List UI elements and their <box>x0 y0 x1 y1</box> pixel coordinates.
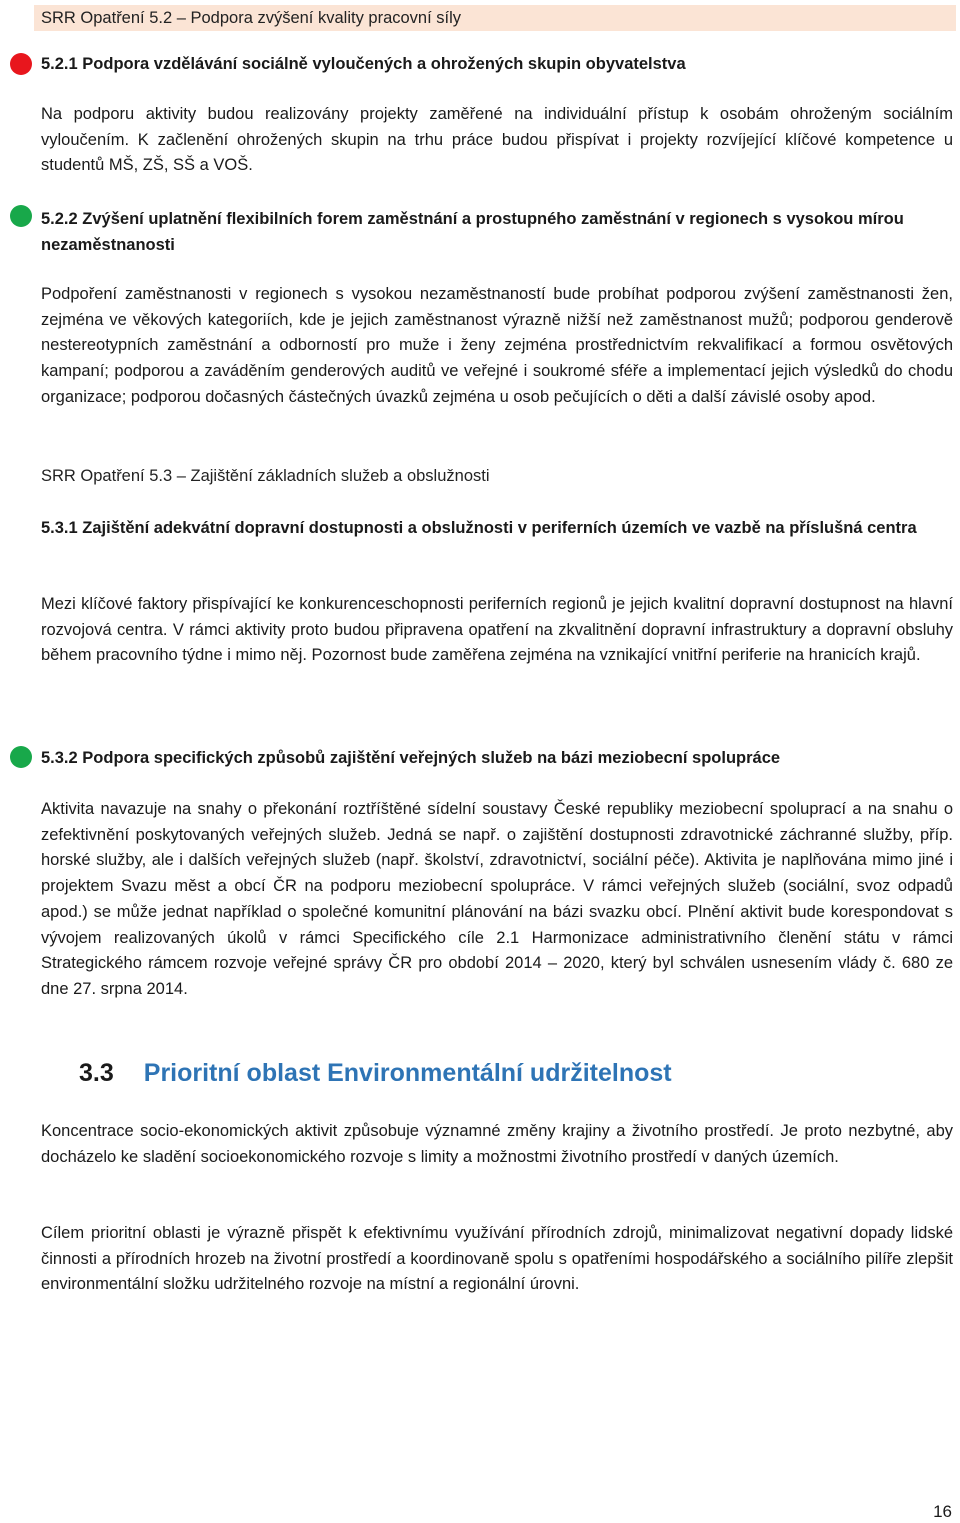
section-heading <box>79 1057 672 1089</box>
status-green-dot-icon <box>10 205 32 227</box>
paragraph-3-3-b: Cílem prioritní oblasti je výrazně přispět k efektivnímu využívání přírodních zdrojů, minimalizovat negativní dopady lidské činnosti a přírodních hrozeb na životní prostředí a koordinovaně spolu s opatřeními hospodářského a sociálního pilíře zlepšit environmentální složku udržitelného rozvoje na místní a regionální úrovni. <box>41 1224 953 1294</box>
heading-5-3-1: 5.3.1 Zajištění adekvátní dopravní dostupnosti a obslužnosti v periferních územích ve vazbě na příslušná centra <box>41 519 917 537</box>
heading-5-3-2: 5.3.2 Podpora specifických způsobů zajištění veřejných služeb na bázi meziobecní spolupráce <box>41 749 781 767</box>
measure-title-5-2: SRR Opatření 5.2 – Podpora zvýšení kvality pracovní síly <box>41 9 462 27</box>
paragraph-5-3-2: Aktivita navazuje na snahy o překonání roztříštěné sídelní soustavy České republiky meziobecní spoluprací a na snahu o zefektivnění poskytovaných veřejných služeb. Jedná se např. o zajištění dostupnosti zdravotnické záchranné služby, příp. horské služby, ale i dalších veřejných služeb (např. školství, zdravotnictví, sociální péče). Aktivita je naplňována mimo jiné i projektem Svazu měst a obcí ČR na podporu meziobecní spolupráce. V rámci veřejných služeb (sociální, svoz odpadů apod.) se může jednat například o společné komunitní plánování na bázi svazku obcí. Plnění aktivit bude korespondovat s vývojem realizovaných úkolů v rámci Specifického cíle 2.1 Harmonizace administrativního členění státu v rámci Strategického rámcem rozvoje veřejné správy ČR pro období 2014 – 2020, který byl schválen usnesením vlády č. 680 ze dne 27. srpna 2014. <box>41 800 953 998</box>
section-title: Prioritní oblast Environmentální udržitelnost <box>143 1059 672 1087</box>
paragraph-3-3-a: Koncentrace socio-ekonomických aktivit způsobuje významné změny krajiny a životního prostředí. Je proto nezbytné, aby docházelo ke sladění socioekonomického rozvoje s limity a možnostmi životního prostředí v daných územích. <box>41 1122 953 1166</box>
paragraph-5-3-1: Mezi klíčové faktory přispívající ke konkurenceschopnosti periferních regionů je jejich kvalitní dopravní dostupnost na hlavní rozvojová centra. V rámci aktivity proto budou připravena opatření na zkvalitnění dopravní infrastruktury a dopravní obsluhy během pracovního týdne i mimo něj. Pozornost bude zaměřena zejména na vznikající vnitřní periferie na hranicích krajů. <box>41 595 953 665</box>
paragraph-5-2-1: Na podporu aktivity budou realizovány projekty zaměřené na individuální přístup k osobám ohroženým sociálním vyloučením. K začlenění ohrožených skupin na trhu práce budou přispívat i projekty rozvíjející klíčové kompetence u studentů MŠ, ZŠ, SŠ a VOŠ. <box>41 105 953 175</box>
heading-5-2-2: 5.2.2 Zvýšení uplatnění flexibilních forem zaměstnání a prostupného zaměstnání v regionech s vysokou mírou nezaměstnanosti <box>41 210 904 254</box>
section-number: 3.3 <box>79 1059 114 1087</box>
status-red-dot-icon <box>10 53 32 75</box>
status-green-dot-icon <box>10 746 32 768</box>
page-number: 16 <box>933 1502 952 1521</box>
heading-5-2-1: 5.2.1 Podpora vzdělávání sociálně vyloučených a ohrožených skupin obyvatelstva <box>41 55 686 73</box>
paragraph-5-2-2: Podpoření zaměstnanosti v regionech s vysokou nezaměstnaností bude probíhat podporou zvýšení zaměstnanosti žen, zejména ve věkových kategoriích, kde je jejich zaměstnanost výrazně nižší než zaměstnanost mužů; podporou genderově nestereotypních zaměstnání a odborností pro muže i ženy zejména prostřednictvím rekvalifikací a formou osvětových kampaní; podporou a zaváděním genderových auditů ve veřejné i soukromé sféře a implementací jejich výsledků do chodu organizace; podporou dočasných částečných úvazků zejména u osob pečujících o děti a další závislé osoby apod. <box>41 285 953 406</box>
measure-title-5-3: SRR Opatření 5.3 – Zajištění základních služeb a obslužnosti <box>41 467 490 485</box>
